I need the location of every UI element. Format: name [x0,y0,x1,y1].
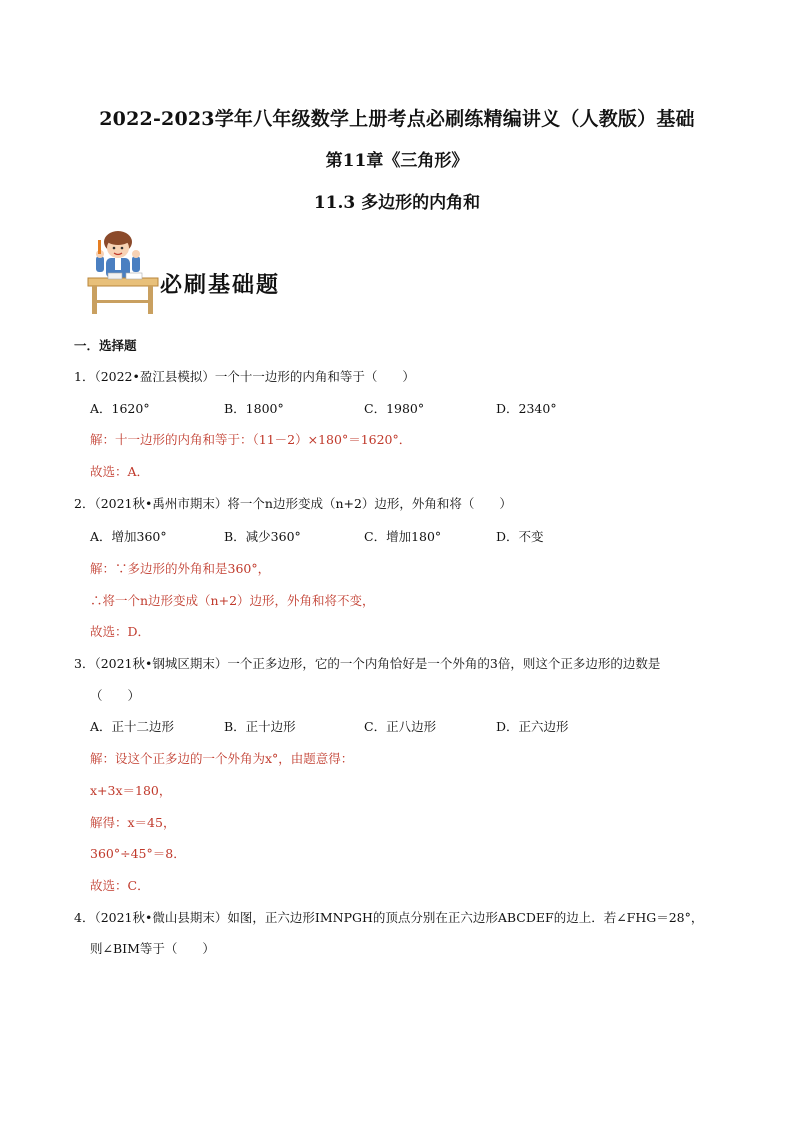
q2-option-c: C．增加180° [364,529,442,544]
q3-solution-line-1: 解：设这个正多边的一个外角为x°，由题意得： [90,751,354,766]
q1-option-a: A．1620° [90,401,150,416]
q1-option-d: D．2340° [496,401,557,416]
q3-option-d: D．正六边形 [496,719,569,734]
q4-stem-line-1: 4．（2021秋•微山县期末）如图，正六边形IMNPGH的顶点分别在正六边形ABCDEF的边上．若∠FHG＝28°， [74,910,704,925]
section-title: 11.3 多边形的内角和 [313,193,481,213]
q1-option-c: C．1980° [364,401,425,416]
q2-option-b: B．减少360° [224,529,301,544]
q3-answer: 故选：C． [90,878,150,893]
q1-option-b: B．1800° [224,401,284,416]
q3-option-b: B．正十边形 [224,719,296,734]
q4-stem-line-2: 则∠BIM等于（ ） [90,941,215,956]
chapter-title: 第11章《三角形》 [325,151,469,171]
q2-answer: 故选：D． [90,624,151,639]
q3-option-a: A．正十二边形 [90,719,175,734]
q2-option-a: A．增加360° [90,529,167,544]
teacher-desk-illustration [84,226,164,318]
document-title: 2022-2023学年八年级数学上册考点必刷练精编讲义（人教版）基础 [99,108,695,130]
q1-answer: 故选：A． [90,464,150,479]
q2-option-d: D．不变 [496,529,544,544]
q3-stem-line-1: 3．（2021秋•钢城区期末）一个正多边形，它的一个内角恰好是一个外角的3倍，则这个正多边形的边数是 [74,656,661,671]
q1-solution: 解：十一边形的内角和等于：（11－2）×180°＝1620°． [90,432,412,447]
q2-solution-line-2: ∴将一个n边形变成（n+2）边形，外角和将不变， [90,593,375,608]
q3-solution-line-2: x+3x＝180， [90,783,172,798]
q3-solution-line-3: 解得：x＝45， [90,815,176,830]
q1-stem: 1．（2022•盈江县模拟）一个十一边形的内角和等于（ ） [74,369,415,384]
q3-stem-line-2: （ ） [90,688,141,703]
q3-option-c: C．正八边形 [364,719,437,734]
q2-stem: 2．（2021秋•禹州市期末）将一个n边形变成（n+2）边形，外角和将（ ） [74,496,512,511]
banner-label: 必刷基础题 [160,272,281,298]
q3-solution-line-4: 360°÷45°＝8． [90,846,186,861]
part-heading: 一．选择题 [74,338,137,353]
q2-solution-line-1: 解：∵多边形的外角和是360°， [90,561,271,576]
